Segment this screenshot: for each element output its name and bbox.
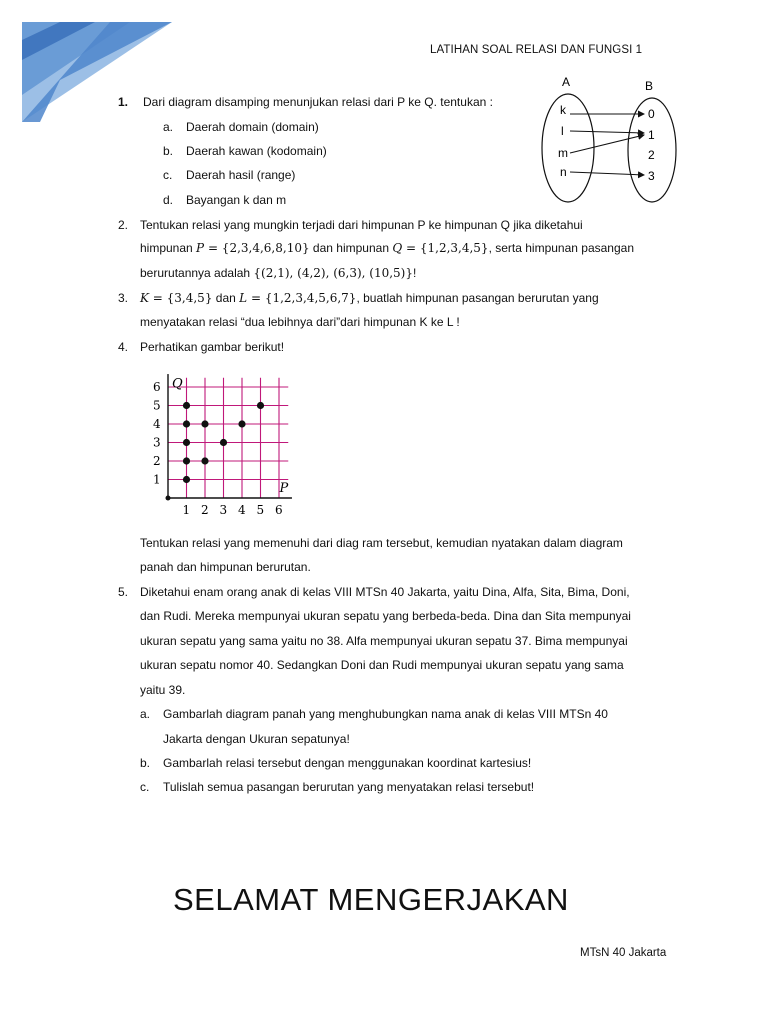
x-axis-label: P (279, 481, 289, 496)
x-tick-label: 1 (182, 503, 191, 517)
q1-sub-b-text: Daerah kawan (kodomain) (186, 144, 327, 158)
set-a-item-n: n (560, 165, 567, 179)
q5-sub-c-line1: Tulislah semua pasangan berurutan yang menyatakan relasi tersebut! (163, 780, 535, 794)
data-point (201, 457, 208, 464)
x-tick-label: 3 (219, 503, 228, 517)
data-point (183, 457, 190, 464)
set-a-ellipse (542, 94, 594, 202)
q2-line3: berurutannya adalah {(2,1), (4,2), (6,3), (10,5)}! (140, 266, 417, 280)
q5-sub-a-letter: a. (140, 707, 151, 721)
page-header: LATIHAN SOAL RELASI DAN FUNGSI 1 (430, 44, 643, 56)
q3-number: 3. (118, 291, 129, 305)
q2-number: 2. (118, 218, 129, 232)
data-point (238, 420, 245, 427)
footer-school: MTsN 40 Jakarta (580, 947, 667, 959)
arrow-diagram (530, 72, 680, 207)
set-b-item-3: 3 (648, 169, 655, 183)
q1-number: 1. (118, 95, 129, 109)
q5-sub-a-line1: Gambarlah diagram panah yang menghubungkan nama anak di kelas VIII MTSn 40 (163, 707, 608, 721)
data-point (183, 439, 190, 446)
q1-sub-a-text: Daerah domain (domain) (186, 120, 319, 134)
x-tick-label: 6 (275, 503, 283, 517)
q5-number: 5. (118, 585, 129, 599)
q2-line2: himpunan P = {2,3,4,6,8,10} dan himpunan Q = {1,2,3,4,5}, serta himpunan pasangan (140, 241, 634, 255)
q5-line4: ukuran sepatu nomor 40. Sedangkan Doni dan Rudi mempunyai ukuran sepatu yang sama (140, 658, 624, 672)
data-point (183, 476, 190, 483)
set-a-item-k: k (560, 103, 566, 117)
q2-line1: Tentukan relasi yang mungkin terjadi dari himpunan P ke himpunan Q jika diketahui (140, 218, 583, 232)
set-b-item-0: 0 (648, 107, 655, 121)
arrow-m-1 (570, 135, 644, 153)
q3-line1: K = {3,4,5} dan L = {1,2,3,4,5,6,7}, buatlah himpunan pasangan berurutan yang (140, 291, 599, 305)
q1-sub-c-text: Daerah hasil (range) (186, 168, 296, 182)
arrow-l-1 (570, 131, 644, 133)
q1-sub-a-letter: a. (163, 120, 174, 134)
y-axis-label: Q (172, 376, 183, 392)
data-point (257, 402, 264, 409)
x-tick-label: 4 (238, 503, 246, 517)
q5-sub-b-letter: b. (140, 756, 151, 770)
q1-sub-d-letter: d. (163, 193, 174, 207)
q3-line2: menyatakan relasi “dua lebihnya dari”dari himpunan K ke L ! (140, 315, 460, 329)
cartesian-chart (140, 368, 310, 518)
data-point (201, 420, 208, 427)
origin-point (166, 496, 171, 501)
q4-number: 4. (118, 340, 129, 354)
q5-line5: yaitu 39. (140, 683, 186, 697)
set-a-item-m: m (558, 146, 568, 160)
q5-line1: Diketahui enam orang anak di kelas VIII MTSn 40 Jakarta, yaitu Dina, Alfa, Sita, Bima, Doni, (140, 585, 630, 599)
q5-sub-c-letter: c. (140, 780, 150, 794)
y-tick-label: 6 (153, 380, 161, 394)
closing-message: SELAMAT MENGERJAKAN (173, 882, 569, 917)
set-b-item-1: 1 (648, 128, 655, 142)
y-tick-label: 2 (153, 454, 161, 468)
q5-sub-b-line1: Gambarlah relasi tersebut dengan menggunakan koordinat kartesius! (163, 756, 532, 770)
x-tick-label: 5 (256, 503, 265, 517)
q4-after-line2: panah dan himpunan berurutan. (140, 560, 311, 574)
y-tick-label: 1 (153, 472, 161, 487)
data-point (183, 420, 190, 427)
set-b-label: B (645, 79, 654, 93)
q1-sub-c-letter: c. (163, 168, 173, 182)
set-a-item-l: l (561, 124, 564, 138)
q4-text: Perhatikan gambar berikut! (140, 340, 285, 354)
q4-after-line1: Tentukan relasi yang memenuhi dari diag ram tersebut, kemudian nyatakan dalam diagram (140, 536, 623, 550)
set-b-item-2: 2 (648, 148, 655, 162)
data-point (220, 439, 227, 446)
q1-sub-d-text: Bayangan k dan m (186, 193, 287, 207)
q5-line3: ukuran sepatu yang sama yaitu no 38. Alfa mempunyai ukuran sepatu 37. Bima mempunyai (140, 634, 628, 648)
data-point (183, 402, 190, 409)
q1-sub-b-letter: b. (163, 144, 174, 158)
set-a-label: A (562, 75, 571, 89)
x-tick-label: 2 (201, 503, 209, 517)
y-tick-label: 4 (153, 417, 161, 431)
y-tick-label: 3 (153, 435, 161, 450)
y-tick-label: 5 (153, 398, 161, 413)
q5-line2: dan Rudi. Mereka mempunyai ukuran sepatu yang berbeda-beda. Dina dan Sita mempunyai (140, 609, 631, 623)
arrow-n-3 (570, 172, 644, 175)
q1-text: Dari diagram disamping menunjukan relasi dari P ke Q. tentukan : (143, 95, 493, 109)
q5-sub-a-line2: Jakarta dengan Ukuran sepatunya! (163, 732, 350, 746)
